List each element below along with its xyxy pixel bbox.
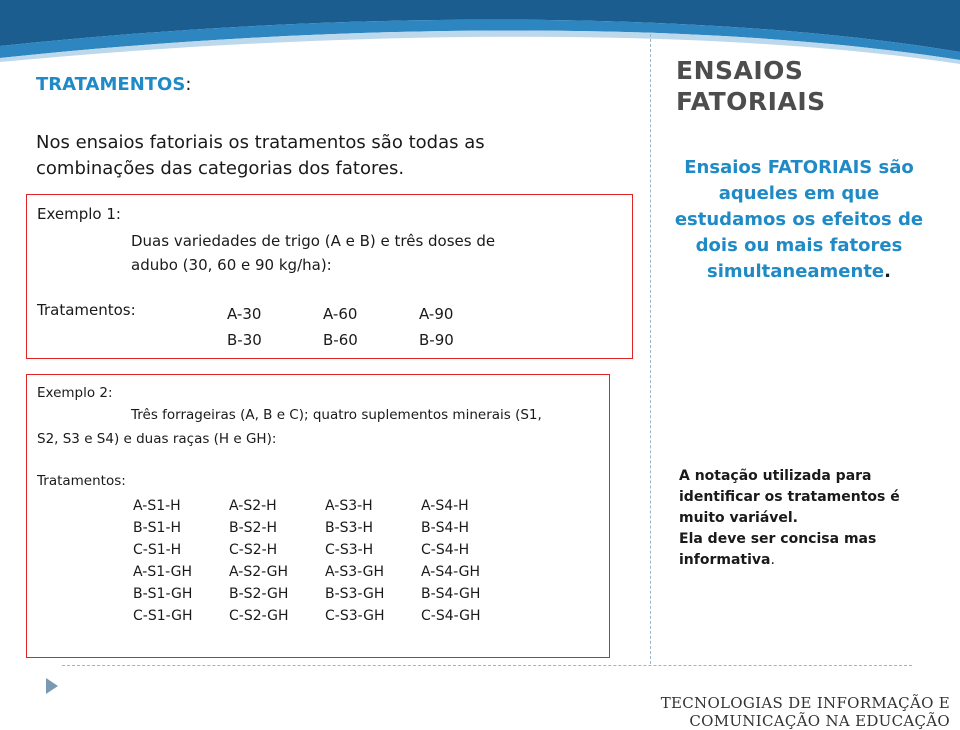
treatment-cell: A-S1-H	[133, 498, 181, 514]
vertical-divider	[650, 34, 651, 664]
treatment-cell: A-30	[227, 305, 262, 323]
intro-paragraph	[36, 130, 596, 182]
treatment-row	[133, 517, 517, 539]
definition-line2: aqueles em que	[718, 183, 880, 204]
treatment-cell: A-S2-H	[229, 498, 277, 514]
example1-label: Exemplo 1:	[37, 205, 121, 223]
definition-line1: Ensaios FATORIAIS são	[684, 157, 914, 178]
treatment-cell: C-S3-GH	[325, 608, 385, 624]
example1-desc-line2: adubo (30, 60 e 90 kg/ha):	[131, 256, 332, 274]
example1-treatments-grid	[227, 301, 515, 353]
treatment-cell: B-S2-H	[229, 520, 278, 536]
example1-desc-line1: Duas variedades de trigo (A e B) e três doses de	[131, 232, 496, 250]
treatment-cell: C-S2-H	[229, 542, 278, 558]
definition-line4: dois ou mais fatores	[695, 235, 903, 256]
treatment-row	[133, 561, 517, 583]
example2-treatments-label: Tratamentos:	[37, 473, 126, 489]
definition-dot: .	[884, 261, 891, 282]
treatment-cell: B-S2-GH	[229, 586, 289, 602]
treatment-cell: A-90	[419, 305, 454, 323]
definition-line3: estudamos os efeitos de	[674, 209, 924, 230]
treatment-cell: A-S3-H	[325, 498, 373, 514]
treatment-row	[133, 605, 517, 627]
intro-line-2: combinações das categorias dos fatores.	[36, 158, 405, 179]
treatment-cell: B-60	[323, 331, 358, 349]
definition-line5: simultaneamente	[707, 261, 885, 282]
treatment-row	[227, 301, 515, 327]
subtitle-text: TRATAMENTOS	[36, 74, 186, 95]
notation-line2: identificar os tratamentos é	[679, 489, 900, 505]
treatment-cell: C-S3-H	[325, 542, 374, 558]
treatment-cell: B-S3-GH	[325, 586, 385, 602]
treatment-cell: A-S1-GH	[133, 564, 193, 580]
treatment-cell: B-S3-H	[325, 520, 374, 536]
treatment-cell: C-S1-GH	[133, 608, 193, 624]
treatment-cell: A-S3-GH	[325, 564, 385, 580]
treatment-cell: B-S4-H	[421, 520, 470, 536]
treatment-row	[133, 495, 517, 517]
treatment-row	[227, 327, 515, 353]
slide-title-line1: ENSAIOS	[676, 56, 804, 85]
treatment-cell: B-S1-H	[133, 520, 182, 536]
example1-treatments-label: Tratamentos:	[37, 301, 136, 319]
treatment-cell: B-30	[227, 331, 262, 349]
treatment-cell: A-S4-H	[421, 498, 469, 514]
footer-text: TECNOLOGIAS DE INFORMAÇÃO E COMUNICAÇÃO NA EDUCAÇÃO	[660, 694, 950, 730]
treatment-cell: B-S1-GH	[133, 586, 193, 602]
notation-line5: informativa	[679, 552, 771, 568]
treatment-cell: C-S2-GH	[229, 608, 289, 624]
treatment-cell: C-S1-H	[133, 542, 182, 558]
treatment-cell: B-S4-GH	[421, 586, 481, 602]
treatment-cell: C-S4-GH	[421, 608, 481, 624]
treatment-cell: A-S4-GH	[421, 564, 481, 580]
section-subtitle	[36, 74, 191, 95]
treatment-cell: A-S2-GH	[229, 564, 289, 580]
example2-desc-line2: S2, S3 e S4) e duas raças (H e GH):	[37, 431, 277, 447]
intro-line-1: Nos ensaios fatoriais os tratamentos são todas as	[36, 132, 485, 153]
chevron-right-icon	[44, 676, 60, 696]
treatment-cell: C-S4-H	[421, 542, 470, 558]
notation-dot: .	[770, 552, 775, 568]
treatment-cell: B-90	[419, 331, 454, 349]
treatment-row	[133, 539, 517, 561]
subtitle-colon: :	[185, 74, 192, 95]
notation-note	[679, 466, 925, 571]
slide-title-line2: FATORIAIS	[676, 87, 826, 116]
treatment-cell: A-60	[323, 305, 358, 323]
example2-treatments-grid	[133, 495, 517, 627]
horizontal-divider	[62, 665, 912, 666]
treatment-row	[133, 583, 517, 605]
example1-description	[131, 229, 611, 277]
definition-text	[660, 155, 938, 285]
example1-box	[26, 194, 633, 359]
notation-line3: muito variável.	[679, 510, 798, 526]
slide-title	[676, 55, 936, 117]
notation-line4: Ela deve ser concisa mas	[679, 531, 877, 547]
example2-desc-line1: Três forrageiras (A, B e C); quatro suplementos minerais (S1,	[131, 407, 542, 423]
notation-line1: A notação utilizada para	[679, 468, 872, 484]
example2-box	[26, 374, 610, 658]
example2-label: Exemplo 2:	[37, 385, 113, 401]
